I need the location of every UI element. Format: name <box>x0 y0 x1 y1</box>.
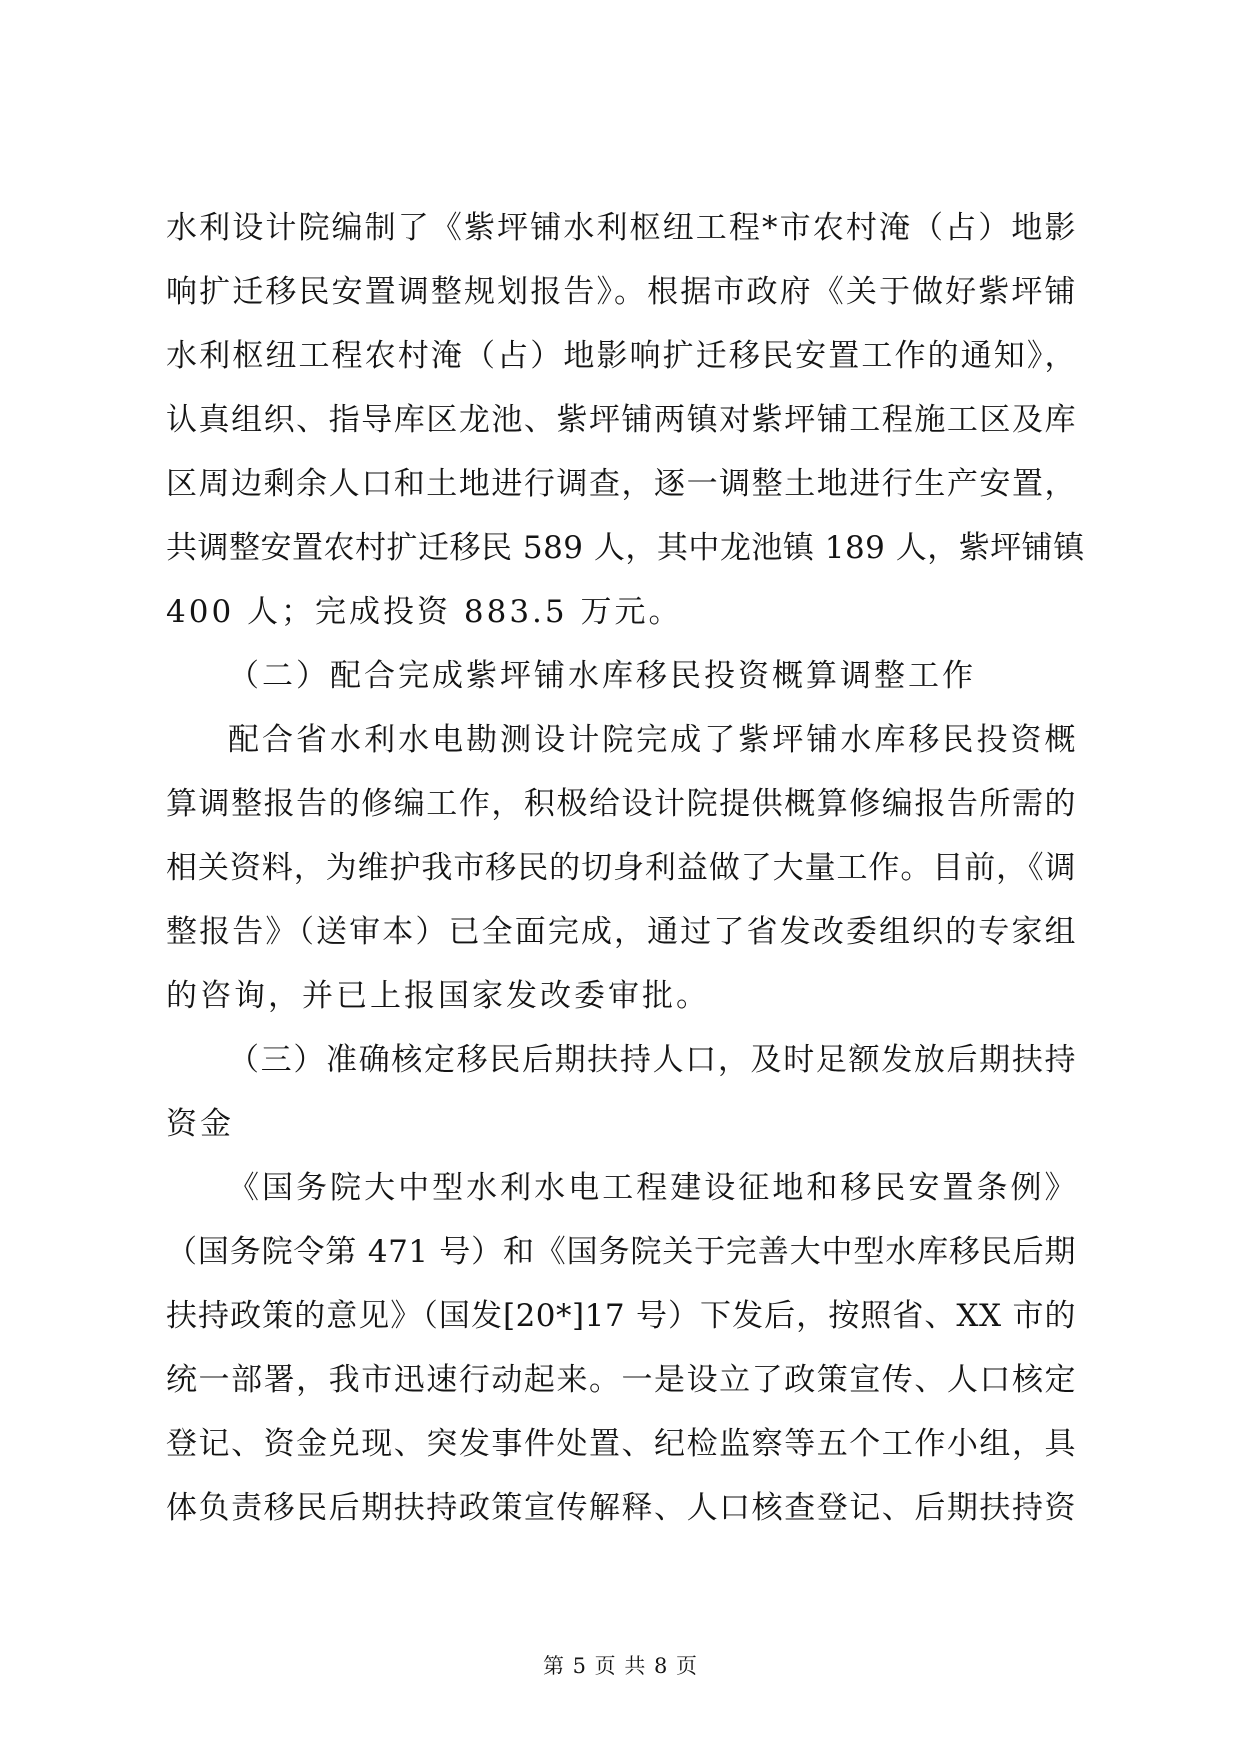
paragraph-line: 认真组织、指导库区龙池、紫坪铺两镇对紫坪铺工程施工区及库 <box>166 402 1076 438</box>
paragraph-line: 水利设计院编制了《紫坪铺水利枢纽工程*市农村淹（占）地影 <box>166 210 1076 246</box>
paragraph-line: 配合省水利水电勘测设计院完成了紫坪铺水库移民投资概 <box>228 722 1076 758</box>
section-heading: 资金 <box>166 1106 234 1142</box>
paragraph-line: 的咨询，并已上报国家发改委审批。 <box>166 978 710 1014</box>
section-heading: （二）配合完成紫坪铺水库移民投资概算调整工作 <box>228 658 976 694</box>
paragraph-line: 扶持政策的意见》（国发[20*]17 号）下发后，按照省、XX 市的 <box>166 1298 1076 1334</box>
paragraph-line: 400 人；完成投资 883.5 万元。 <box>166 594 683 630</box>
paragraph-line: 共调整安置农村扩迁移民 589 人，其中龙池镇 189 人，紫坪铺镇 <box>166 530 1085 566</box>
paragraph-line: 整报告》（送审本）已全面完成，通过了省发改委组织的专家组 <box>166 914 1076 950</box>
section-heading: （三）准确核定移民后期扶持人口，及时足额发放后期扶持 <box>228 1042 1076 1078</box>
page-number-footer: 第 5 页 共 8 页 <box>542 1654 699 1678</box>
paragraph-line: 水利枢纽工程农村淹（占）地影响扩迁移民安置工作的通知》， <box>166 338 1076 374</box>
paragraph-line: 区周边剩余人口和土地进行调查，逐一调整土地进行生产安置， <box>166 466 1076 502</box>
paragraph-line: 统一部署，我市迅速行动起来。一是设立了政策宣传、人口核定 <box>166 1362 1076 1398</box>
paragraph-line: 体负责移民后期扶持政策宣传解释、人口核查登记、后期扶持资 <box>166 1490 1076 1526</box>
paragraph-line: 算调整报告的修编工作，积极给设计院提供概算修编报告所需的 <box>166 786 1076 822</box>
paragraph-line: 登记、资金兑现、突发事件处置、纪检监察等五个工作小组，具 <box>166 1426 1076 1462</box>
paragraph-line: 响扩迁移民安置调整规划报告》。根据市政府《关于做好紫坪铺 <box>166 274 1076 310</box>
paragraph-line: 《国务院大中型水利水电工程建设征地和移民安置条例》 <box>228 1170 1076 1206</box>
paragraph-line: 相关资料，为维护我市移民的切身利益做了大量工作。目前，《调 <box>166 850 1076 886</box>
paragraph-line: （国务院令第 471 号）和《国务院关于完善大中型水库移民后期 <box>166 1234 1076 1270</box>
